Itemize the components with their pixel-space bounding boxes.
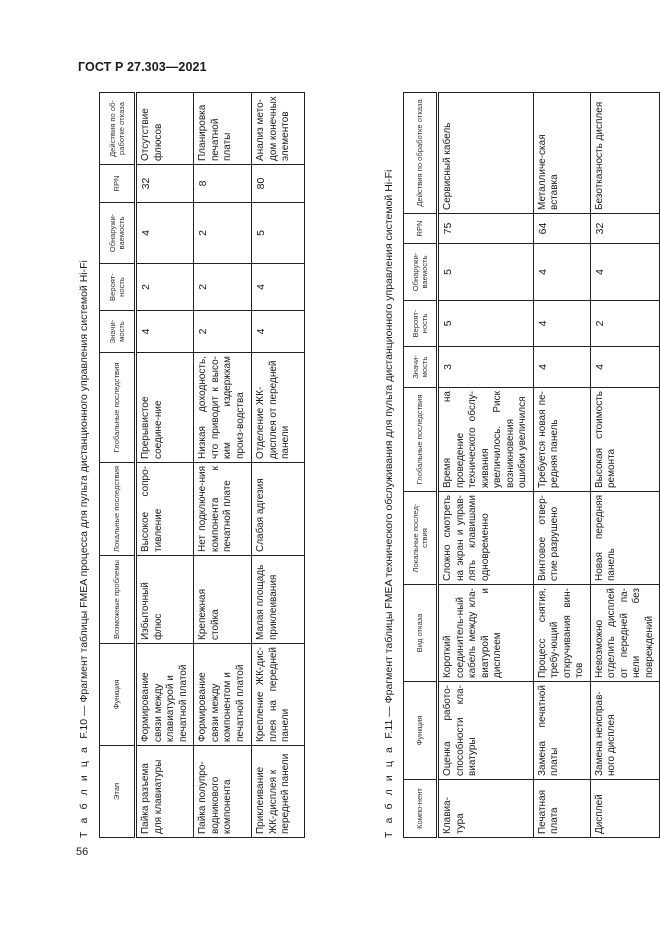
caption-prefix: Т а б л и ц а <box>383 744 395 838</box>
cell-function: Замена печатной платы <box>533 682 590 780</box>
cell-failure-mode: Короткий соединитель-ный кабель между кла-виатурой и дисплеем <box>438 585 534 682</box>
cell-function: Оценка работо-способности кла-виатуры <box>438 682 534 780</box>
cell-stage: Приклеивание ЖК-дисплея к передней панели <box>252 746 305 838</box>
table-f11 <box>403 92 660 838</box>
col-header-component: Компо-нент <box>404 780 438 838</box>
cell-local-effect: Винтовое отвер-стие разрушено <box>533 492 590 585</box>
col-header-possible-problems: Возможные проблемы <box>100 556 136 644</box>
cell-detection: 4 <box>533 244 590 301</box>
cell-local-effect: Нет подключе-ния компонента к печатной плате <box>194 463 252 556</box>
cell-stage: Пайка разъема для клавиатуры <box>136 746 194 838</box>
cell-occurrence: 2 <box>194 264 252 311</box>
cell-severity: 2 <box>194 311 252 353</box>
cell-problem: Малая площадь приклеивания <box>252 556 305 644</box>
cell-rpn: 32 <box>136 165 194 203</box>
cell-action: Планировка печатной платы <box>194 93 252 165</box>
cell-function: Формирование связи между компонентом и печатной платой <box>194 644 252 746</box>
table-f10-caption <box>78 260 90 838</box>
col-header-failure-mode: Вид отказа <box>404 585 438 682</box>
cell-failure-mode: Процесс снятия, требу-ющий откручивания вин-тов <box>533 585 590 682</box>
cell-local-effect: Сложно смотреть на экран и управ-лять клавишами одновременно <box>438 492 534 585</box>
cell-global-effect: Низкая доходность, что приводит к высо-ким издержкам произ-водства <box>194 353 252 463</box>
cell-global-effect: Требуется новая пе-редняя панель <box>533 388 590 492</box>
cell-local-effect: Слабая адгезия <box>252 463 305 556</box>
col-header-function: Функция <box>100 644 136 746</box>
cell-action: Анализ мето-дом конечных элементов <box>252 93 305 165</box>
col-header-rpn: RPN <box>100 165 136 203</box>
col-header-detection: Обнаружи-ваемость <box>100 203 136 264</box>
cell-failure-mode: Невозможно отделить дисплей от передней па-нели без повреждений <box>590 585 660 682</box>
table-f11-caption <box>383 170 395 838</box>
col-header-stage: Этап <box>100 746 136 838</box>
cell-detection: 5 <box>438 244 534 301</box>
caption-prefix: Т а б л и ц а <box>78 744 90 838</box>
cell-detection: 4 <box>590 244 660 301</box>
cell-occurrence: 4 <box>533 301 590 347</box>
standard-id: ГОСТ Р 27.303—2021 <box>78 60 207 74</box>
table-header-row <box>100 93 136 838</box>
caption-text: F.11 — Фрагмент таблицы FMEA технического обслуживания для пульта дистанционного управления системой Hi-Fi <box>383 169 395 739</box>
table-row <box>194 93 252 838</box>
col-header-rpn: RPN <box>404 214 438 244</box>
table-row <box>590 93 660 838</box>
cell-rpn: 75 <box>438 214 534 244</box>
col-header-local-effects: Локальные послед-ствия <box>404 492 438 585</box>
cell-severity: 3 <box>438 347 534 388</box>
col-header-detection: Обнаружи-ваемость <box>404 244 438 301</box>
col-header-occurrence: Вероят-ность <box>100 264 136 311</box>
cell-action: Отсутствие флюсов <box>136 93 194 165</box>
cell-detection: 2 <box>194 203 252 264</box>
col-header-severity: Значи-мость <box>100 311 136 353</box>
page-number: 56 <box>76 846 89 858</box>
cell-global-effect: Прерывистое соедине-ние <box>136 353 194 463</box>
cell-component: Клавиа-тура <box>438 780 534 838</box>
table-f10 <box>99 92 305 838</box>
cell-rpn: 8 <box>194 165 252 203</box>
cell-function: Крепление ЖК-дис-плея на передней панели <box>252 644 305 746</box>
col-header-function: Функция <box>404 682 438 780</box>
table-header-row <box>404 93 438 838</box>
cell-severity: 4 <box>252 311 305 353</box>
cell-problem: Крепежная стойка <box>194 556 252 644</box>
cell-stage: Пайка полупро-водникового компонента <box>194 746 252 838</box>
cell-action: Сервисный кабель <box>438 93 534 214</box>
col-header-global-effects: Глобальные последствия <box>100 353 136 463</box>
cell-component: Печатная плата <box>533 780 590 838</box>
col-header-global-effects: Глобальные последствия <box>404 388 438 492</box>
cell-function: Формирование связи между клавиатурой и печатной платой <box>136 644 194 746</box>
cell-action: Металличе-ская вставка <box>533 93 590 214</box>
cell-rpn: 32 <box>590 214 660 244</box>
table-row <box>533 93 590 838</box>
cell-component: Дисплей <box>590 780 660 838</box>
col-header-local-effects: Локальные последствия <box>100 463 136 556</box>
cell-occurrence: 5 <box>438 301 534 347</box>
cell-occurrence: 2 <box>136 264 194 311</box>
col-header-occurrence: Вероят-ность <box>404 301 438 347</box>
cell-action: Безотказность дисплея <box>590 93 660 214</box>
cell-global-effect: Отделение ЖК-дисплея от передней панели <box>252 353 305 463</box>
cell-detection: 5 <box>252 203 305 264</box>
cell-severity: 4 <box>136 311 194 353</box>
table-row <box>438 93 534 838</box>
cell-occurrence: 2 <box>590 301 660 347</box>
cell-detection: 4 <box>136 203 194 264</box>
table-row <box>252 93 305 838</box>
cell-local-effect: Новая передняя панель <box>590 492 660 585</box>
cell-occurrence: 4 <box>252 264 305 311</box>
cell-severity: 4 <box>590 347 660 388</box>
cell-local-effect: Высокое сопро-тивление <box>136 463 194 556</box>
cell-problem: Избыточный флюс <box>136 556 194 644</box>
cell-function: Замена неисправ-ного дисплея <box>590 682 660 780</box>
table-row <box>136 93 194 838</box>
col-header-severity: Значи-мость <box>404 347 438 388</box>
caption-text: F.10 — Фрагмент таблицы FMEA процесса для пульта дистанционного управления системой Hi-Fi <box>78 260 90 739</box>
cell-rpn: 64 <box>533 214 590 244</box>
col-header-actions: Действия по обработке отказа <box>404 93 438 214</box>
cell-global-effect: Высокая стоимость ремонта <box>590 388 660 492</box>
col-header-actions: Действия по об-работке отказа <box>100 93 136 165</box>
cell-severity: 4 <box>533 347 590 388</box>
cell-rpn: 80 <box>252 165 305 203</box>
cell-global-effect: Время на проведение технического обслу-живания увеличилось. Риск возникновения ошибки увеличился <box>438 388 534 492</box>
